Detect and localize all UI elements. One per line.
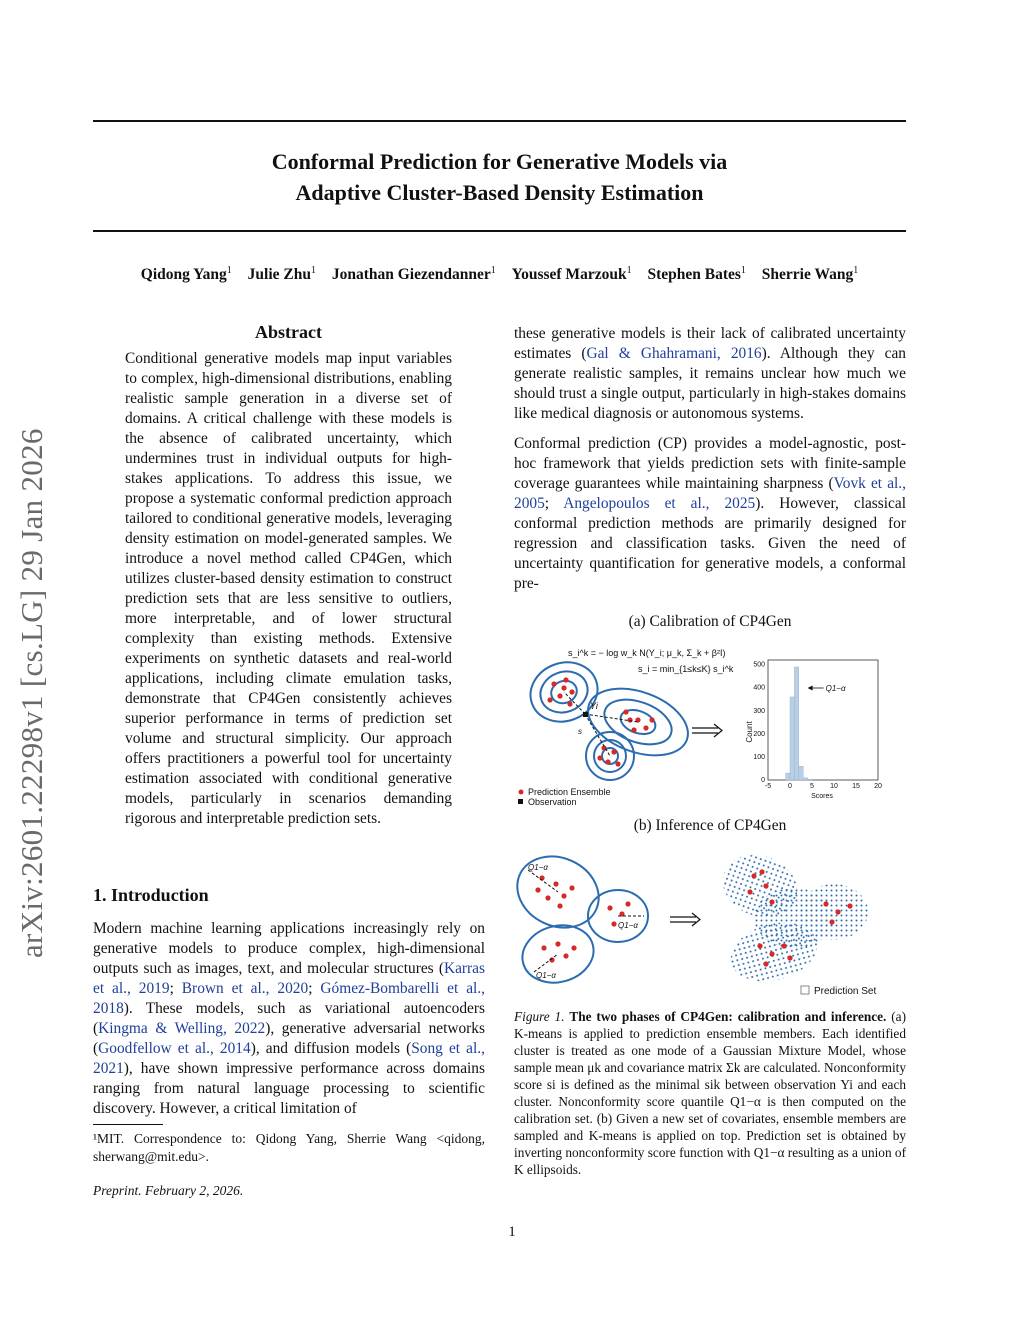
quantile-label: Q1−α	[536, 971, 556, 980]
ensemble-legend-label: Prediction Ensemble	[528, 787, 611, 797]
prediction-set-legend-label: Prediction Set	[814, 986, 877, 997]
top-rule	[93, 120, 906, 122]
quantile-label: Q1−α	[528, 863, 548, 872]
score-equation: s_i^k = − log w_k N(Y_i; μ_k, Σ_k + β²I)	[568, 648, 726, 658]
x-tick-label: 20	[874, 783, 882, 790]
observation-legend-label: Observation	[528, 797, 577, 807]
caption-body: (a) K-means is applied to prediction ensemble members. Each identified cluster is treated as one mode of a Gaussian Mixture Model, whose sample mean μk and covariance matrix Σk are calculated. Nonconformity score si is defined as the minimal sik between observation Yi and each cluster. Nonconformity score quantile Q1−α is then computed on the calibration set. (b) Given a new set of covariates, ensemble members are sampled and K-means is applied on top. Prediction set is obtained by inverting nonconformity score function with Q1−α resulting as a union of K ellipsoids.	[514, 1009, 907, 1177]
citation-link[interactable]: Goodfellow et al., 2014	[98, 1040, 251, 1057]
observation-label: Yi	[590, 701, 598, 711]
observation-legend-square	[518, 799, 523, 804]
histogram-ylabel: Count	[745, 721, 754, 743]
paragraph: these generative models is their lack of calibrated uncertainty estimates (Gal & Ghahramani, 2016). Although they can generate realistic samples, it remains unclear how much we should trust a single output, particularly in high-stakes domains like medical diagnosis or autonomous systems.	[514, 325, 906, 422]
footnote: ¹MIT. Correspondence to: Qidong Yang, Sherrie Wang <qidong, sherwang@mit.edu>.	[93, 1131, 485, 1164]
citation-link[interactable]: Gómez-Bombarelli et al., 2018	[93, 980, 486, 1017]
caption-label: Figure 1.	[514, 1009, 565, 1024]
ensemble-points	[535, 875, 630, 962]
y-tick-label: 400	[753, 684, 765, 692]
caption-title: The two phases of CP4Gen: calibration and inference.	[569, 1009, 887, 1024]
y-tick-label: 0	[761, 777, 765, 784]
x-tick-label: 10	[830, 783, 838, 790]
x-tick-label: 5	[810, 783, 814, 790]
page-number: 1	[508, 1224, 516, 1240]
quantile-arrowhead	[808, 686, 813, 691]
y-tick-label: 100	[753, 753, 765, 761]
subfigure-b-caption: (b) Inference of CP4Gen	[633, 817, 787, 834]
min-score-equation: s_i = min_{1≤k≤K} s_i^k	[638, 664, 734, 674]
x-tick-label: 15	[852, 783, 860, 790]
author-list	[93, 265, 906, 284]
subfigure-a-caption: (a) Calibration of CP4Gen	[628, 613, 792, 630]
arrow-icon	[692, 724, 722, 737]
ensemble-legend-dot	[519, 790, 524, 795]
quantile-label: Q1−α	[825, 684, 846, 693]
author: Sherrie Wang$^1$	[761, 265, 859, 284]
histogram-xlabel: Scores	[811, 793, 833, 800]
y-tick-label: 200	[753, 730, 765, 738]
score-histogram	[745, 660, 882, 800]
citation-link[interactable]: Gal & Ghahramani, 2016	[586, 345, 762, 362]
author: Jonathan Giezendanner$^1$	[331, 265, 496, 284]
title-bottom-rule	[93, 230, 906, 232]
figure-a-calibration-diagram	[514, 636, 906, 812]
abstract-heading: Abstract	[255, 322, 322, 342]
author: Stephen Bates$^1$	[647, 265, 746, 284]
histogram-frame	[768, 660, 878, 780]
author: Qidong Yang$^1$	[140, 265, 232, 284]
citation-link[interactable]: Vovk et al., 2005	[514, 475, 906, 512]
citation-link[interactable]: Brown et al., 2020	[181, 980, 309, 997]
arrow-icon	[670, 913, 700, 926]
intro-text: Modern machine learning applications increasingly rely on generative models to produce complex, high-dimensional outputs such as images, text, and molecular structures (Karras et al., 2019; Brown et al., 2020; Gómez-Bombarelli et al., 2018). These models, such as variational autoencoders (Kingma & Welling, 2022), generative adversarial networks (Goodfellow et al., 2014), and diffusion models (Song et al., 2021), have shown impressive performance across domains ranging from natural language processing to scientific discovery. However, a critical limitation of	[93, 920, 486, 1117]
citation-link[interactable]: Angelopoulos et al., 2025	[563, 495, 756, 512]
figure-caption	[514, 1008, 906, 1178]
right-column-text	[514, 324, 906, 604]
histogram-bar	[803, 778, 807, 780]
histogram-bar	[808, 779, 812, 780]
author: Youssef Marzouk$^1$	[511, 265, 632, 284]
histogram-bar	[786, 773, 790, 780]
author: Julie Zhu$^1$	[247, 265, 316, 284]
prediction-set-region	[714, 848, 868, 990]
intro-heading: 1. Introduction	[93, 885, 209, 905]
footnote-rule	[93, 1124, 163, 1125]
figure-b-inference-diagram	[514, 848, 906, 1000]
prediction-set-legend-square	[801, 986, 809, 994]
title-line-2: Adaptive Cluster-Based Density Estimation	[295, 180, 704, 205]
y-tick-label: 500	[753, 661, 765, 669]
histogram-bar	[790, 697, 794, 780]
arxiv-sidebar-stamp: arXiv:2601.22298v1 [cs.LG] 29 Jan 2026	[14, 428, 49, 958]
citation-link[interactable]: Song et al., 2021	[93, 1040, 485, 1077]
paper-title	[93, 146, 906, 208]
preprint-note: Preprint. February 2, 2026.	[93, 1183, 244, 1198]
paragraph: Conformal prediction (CP) provides a model-agnostic, post-hoc framework that yields prediction sets with finite-sample coverage guarantees while maintaining sharpness (Vovk et al., 2005; Angelopoulos et al., 2025). However, classical conformal prediction methods are primarily designed for regression and classification tasks. Given the need of uncertainty quantification for generative models, a conformal pre-	[514, 435, 907, 592]
citation-link[interactable]: Karras et al., 2019	[93, 960, 485, 997]
score-label: s	[578, 727, 582, 736]
quantile-label: Q1−α	[618, 921, 638, 930]
x-tick-label: -5	[764, 783, 772, 790]
title-line-1: Conformal Prediction for Generative Models via	[271, 149, 728, 174]
x-tick-label: 0	[788, 783, 792, 790]
histogram-bar	[799, 766, 803, 780]
abstract-text: Conditional generative models map input variables to complex, high-dimensional distributions, enabling realistic sample generation in a diverse set of domains. A critical challenge with these models is the absence of calibrated uncertainty, which undermines trust in individual outputs for high-stakes applications. To address this issue, we propose a systematic conformal prediction approach tailored to conditional generative models, leveraging density estimation on model-generated samples. We introduce a novel method called CP4Gen, which utilizes cluster-based density estimation to construct prediction sets that are less sensitive to outliers, more interpretable, and of lower structural complexity than existing methods. Extensive experiments on synthetic datasets and real-world applications, including climate emulation tasks, demonstrate that CP4Gen consistently achieves superior performance in terms of prediction set volume and structural simplicity. Our approach offers practitioners a powerful tool for uncertainty estimation associated with conditional generative models, particularly in scenarios demanding rigorous and interpretable prediction sets.	[125, 350, 452, 827]
y-tick-label: 300	[753, 707, 765, 715]
histogram-bar	[794, 667, 798, 780]
citation-link[interactable]: Kingma & Welling, 2022	[98, 1020, 266, 1037]
